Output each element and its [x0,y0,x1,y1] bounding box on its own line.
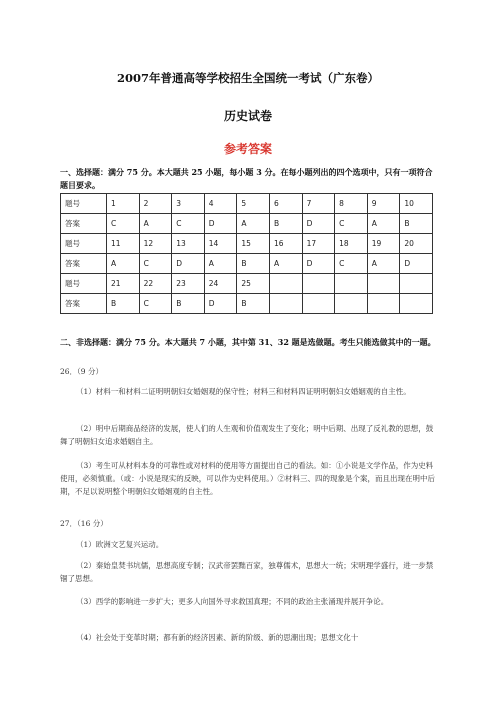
question-number-cell: 18 [335,234,368,254]
answer-letter-cell: B [172,294,205,314]
question-number-cell [400,274,433,294]
answer-letter-cell: C [335,254,368,274]
question-number-cell: 14 [204,234,237,254]
section2-heading: 二、非选择题：满分 75 分。本大题共 7 小题，其中第 31、32 题是选做题。考生只能选做其中的一题。 [60,337,436,347]
question-number-cell: 23 [172,274,205,294]
answer-letter-cell: B [107,294,140,314]
question-number-cell: 20 [400,234,433,254]
question-number-cell: 5 [237,194,270,214]
answer-letter-cell: D [400,254,433,274]
question-number-cell: 10 [400,194,433,214]
answer-letter-cell: A [204,254,237,274]
row-label-answer: 答案 [61,214,107,234]
q27-answer-3: （3）西学的影响进一步扩大；更多人向国外寻求救国真理；不同的政治主张涌现并展开争论。 [76,597,389,606]
q27-answer-1: （1）欧洲文艺复兴运动。 [76,540,164,549]
question-number-cell: 7 [302,194,335,214]
q26-answer-2: （2）明中后期商品经济的发展，使人们的人生观和价值观发生了变化；明中后期、出现了反礼教的思想，鼓舞了明朝妇女追求婚姻自主。 [60,424,434,446]
answer-letter-cell [335,294,368,314]
answer-row [61,254,433,274]
answer-letter-cell: A [269,254,302,274]
question-number-cell [302,274,335,294]
exam-title: 2007年普通高等学校招生全国统一考试（广东卷） [116,71,379,85]
answer-letter-cell: D [204,294,237,314]
q26-answer-1: （1）材料一和材料二证明明朝妇女婚姻观的保守性；材料三和材料四证明明朝妇女婚姻观的自主性。 [76,387,411,396]
answer-letter-cell: D [302,214,335,234]
question-number-cell: 6 [269,194,302,214]
answer-letter-cell: B [237,254,270,274]
answer-letter-cell: C [139,254,172,274]
row-label-question: 题号 [61,274,107,294]
answer-heading: 参考答案 [223,142,272,156]
row-label-answer: 答案 [61,294,107,314]
answer-letter-cell: C [172,214,205,234]
question-number-cell: 3 [172,194,205,214]
q27-answer-2: （2）秦始皇焚书坑儒，思想高度专制；汉武帝罢黜百家，独尊儒术，思想大一统；宋明理学盛行，进一步禁锢了思想。 [60,561,434,583]
subject-title: 历史试卷 [223,109,272,123]
question-number-cell: 15 [237,234,270,254]
q26-answer-3: （3）考生可从材料本身的可靠性或对材料的使用等方面提出自己的看法。如：①小说是文学作品，作为史料使用，必须慎重。（或：小说是现实的反映，可以作为史料使用。）②材料三、四的现象是个案，而且出现在明中后期，不足以说明整个明朝妇女婚姻观的自主性。 [60,461,435,496]
answer-letter-cell: C [107,214,140,234]
question-number-cell: 17 [302,234,335,254]
question-number-row [61,194,433,214]
question-number-row [61,274,433,294]
question-number-cell: 16 [269,234,302,254]
question-number-cell: 21 [107,274,140,294]
question-number-cell [335,274,368,294]
question-number-cell: 24 [204,274,237,294]
row-label-answer: 答案 [61,254,107,274]
answer-letter-cell: A [367,214,400,234]
answer-letter-cell: D [204,214,237,234]
answer-row [61,294,433,314]
question-number-cell [269,274,302,294]
question-number-cell: 4 [204,194,237,214]
answer-letter-cell [302,294,335,314]
answer-letter-cell: B [400,214,433,234]
question-number-cell: 11 [107,234,140,254]
answer-letter-cell: A [367,254,400,274]
answer-letter-cell: C [139,294,172,314]
q27-answer-4: （4）社会处于变革时期；都有新的经济因素、新的阶级、新的思潮出现；思想文化十 [76,633,359,642]
question-26-number: 26．（9 分） [60,367,103,376]
question-27-number: 27．（16 分） [60,519,108,528]
section1-heading: 一、选择题：满分 75 分。本大题共 25 小题，每小题 3 分。在每小题列出的四个选项中，只有一项符合题目要求。 [60,167,433,190]
question-number-cell: 19 [367,234,400,254]
question-number-cell: 1 [107,194,140,214]
question-number-cell: 8 [335,194,368,214]
question-number-cell: 22 [139,274,172,294]
answer-letter-cell [367,294,400,314]
question-number-cell: 13 [172,234,205,254]
answer-letter-cell [269,294,302,314]
answer-letter-cell: C [335,214,368,234]
answer-letter-cell: B [237,294,270,314]
answer-letter-cell: A [237,214,270,234]
answer-letter-cell: D [302,254,335,274]
answer-letter-cell: A [107,254,140,274]
row-label-question: 题号 [61,234,107,254]
answer-letter-cell: D [172,254,205,274]
answer-letter-cell: A [139,214,172,234]
question-number-row [61,234,433,254]
answer-letter-cell: B [269,214,302,234]
question-number-cell: 12 [139,234,172,254]
answer-letter-cell [400,294,433,314]
answer-row [61,214,433,234]
question-number-cell: 9 [367,194,400,214]
question-number-cell: 25 [237,274,270,294]
row-label-question: 题号 [61,194,107,214]
answer-table [60,193,433,314]
question-number-cell: 2 [139,194,172,214]
question-number-cell [367,274,400,294]
